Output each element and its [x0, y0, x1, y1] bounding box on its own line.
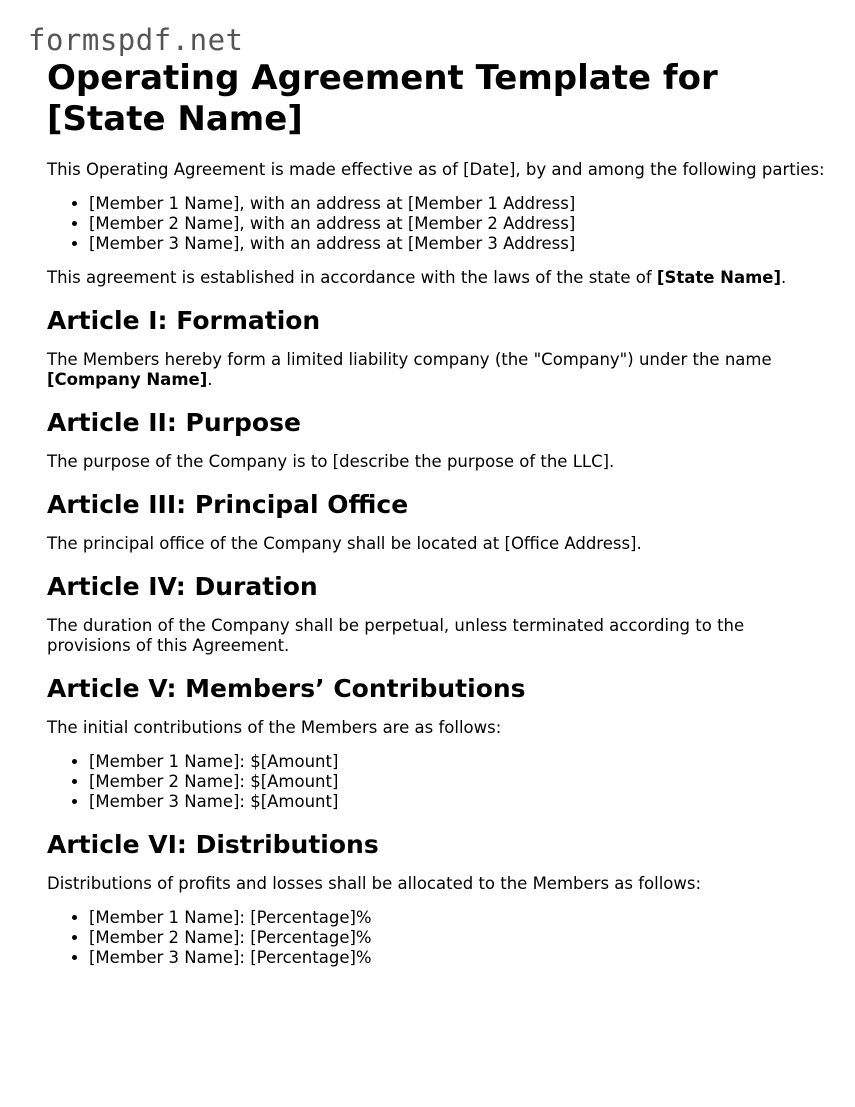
company-name-placeholder: [Company Name] [47, 370, 208, 389]
article-2-paragraph: The purpose of the Company is to [describe the purpose of the LLC]. [47, 452, 615, 471]
article-4-heading: Article IV: Duration [47, 572, 318, 601]
list-item: • [Member 3 Name], with an address at [Member 3 Address] [89, 234, 827, 254]
article-2-heading: Article II: Purpose [47, 408, 301, 437]
list-item: • [Member 2 Name], with an address at [Member 2 Address] [89, 214, 827, 234]
article-3-heading: Article III: Principal Office [47, 490, 409, 519]
document-title: Operating Agreement Template for [State Name] [47, 58, 718, 139]
list-item: • [Member 3 Name]: [Percentage]% [89, 948, 827, 968]
intro-paragraph: This Operating Agreement is made effective as of [Date], by and among the following parties: [47, 160, 825, 179]
article-5-heading: Article V: Members’ Contributions [47, 674, 526, 703]
article-6-paragraph: Distributions of profits and losses shall be allocated to the Members as follows: [47, 874, 702, 893]
state-name-placeholder: [State Name] [656, 268, 782, 287]
contributions-list [47, 752, 827, 812]
article-3-paragraph: The principal office of the Company shall be located at [Office Address]. [47, 534, 642, 553]
governing-law-paragraph [47, 268, 827, 288]
article-1-heading: Article I: Formation [47, 306, 321, 335]
punctuation: . [207, 370, 213, 389]
list-item: • [Member 1 Name]: [Percentage]% [89, 908, 827, 928]
punctuation: . [781, 268, 787, 287]
article-5-paragraph: The initial contributions of the Members are as follows: [47, 718, 502, 737]
parties-list [47, 194, 827, 254]
list-item: • [Member 1 Name]: $[Amount] [89, 752, 827, 772]
list-item: • [Member 1 Name], with an address at [Member 1 Address] [89, 194, 827, 214]
list-item: • [Member 3 Name]: $[Amount] [89, 792, 827, 812]
article-1-paragraph [47, 350, 827, 390]
governing-law-text: This agreement is established in accordance with the laws of the state of [47, 268, 657, 287]
list-item: • [Member 2 Name]: [Percentage]% [89, 928, 827, 948]
article-6-heading: Article VI: Distributions [47, 830, 379, 859]
article-1-text: The Members hereby form a limited liability company (the "Company") under the name [47, 350, 772, 369]
list-item: • [Member 2 Name]: $[Amount] [89, 772, 827, 792]
distributions-list [47, 908, 827, 968]
article-4-paragraph: The duration of the Company shall be perpetual, unless terminated according to the provisions of this Agreement. [47, 616, 745, 655]
document-page [47, 58, 827, 982]
watermark: formspdf.net [28, 23, 244, 57]
